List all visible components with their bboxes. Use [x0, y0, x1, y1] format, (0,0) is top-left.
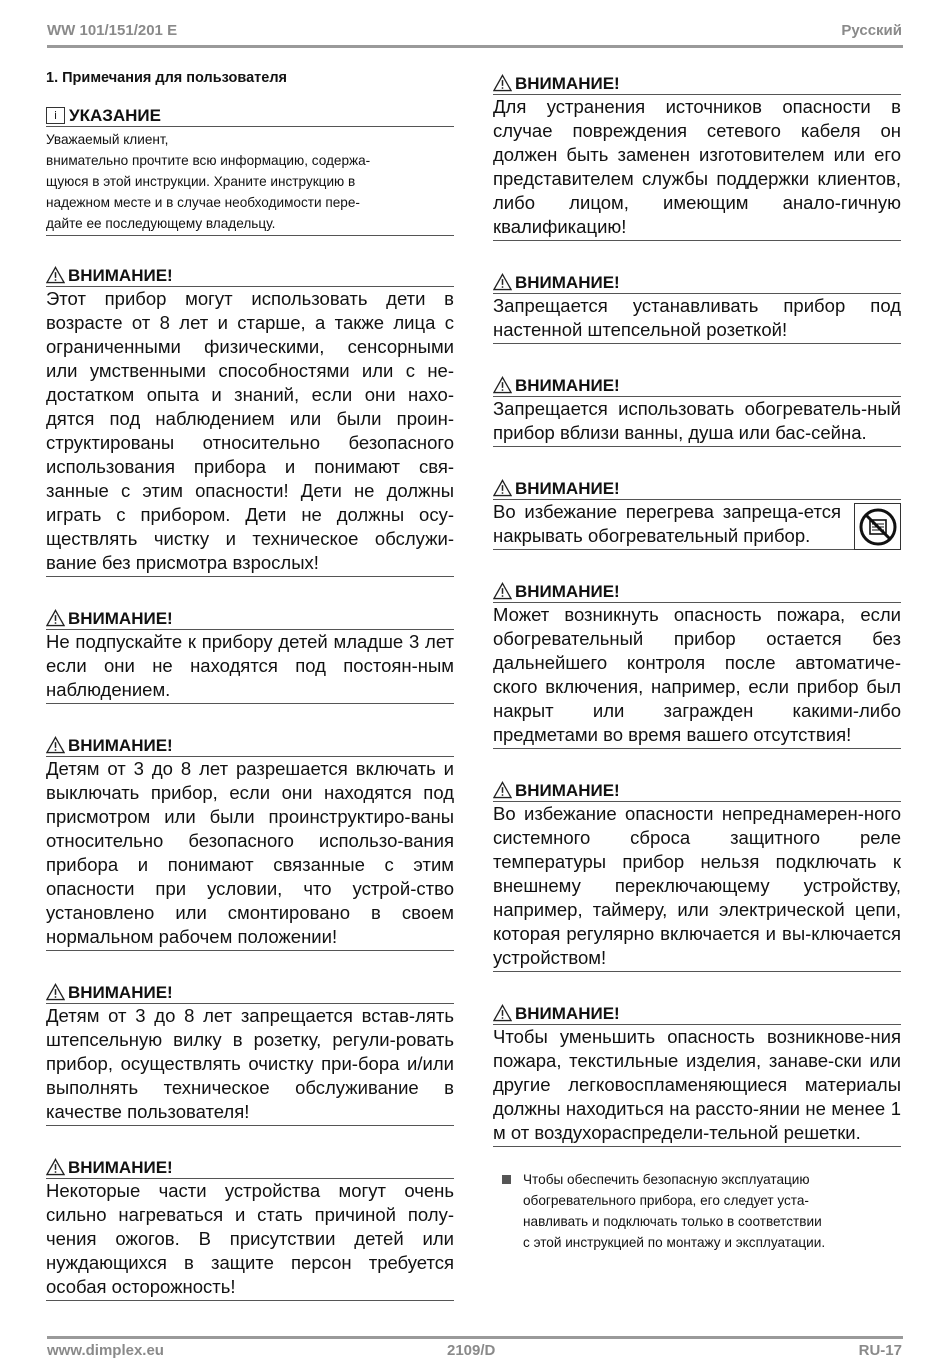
warning-triangle-icon: [493, 582, 512, 600]
bullet-line: обогревательного прибора, его следует уста-: [523, 1193, 809, 1208]
warning-text: Может возникнуть опасность пожара, если обогревательный прибор остается без дальнейшего контроля после автоматиче-ского включения, например, если прибор был накрыт или загражден какими-либо предметами во время вашего отсутствия!: [493, 603, 901, 749]
warning-text: Детям от 3 до 8 лет запрещается встав-лять штепсельную вилку в розетку, регули-ровать прибор, осуществлять очистку при-бора и/или выполнять техническое обслуживание в качестве пользователя!: [46, 1004, 454, 1126]
warning-block: [493, 269, 901, 344]
bullet-item: [493, 1169, 901, 1253]
warning-label: ВНИМАНИЕ!: [68, 266, 173, 285]
warning-header: [493, 1000, 901, 1025]
warning-header: [46, 605, 454, 630]
warning-block: [493, 475, 901, 550]
warning-header: [493, 578, 901, 603]
warning-block: [46, 732, 454, 951]
notice-label: УКАЗАНИЕ: [69, 106, 161, 125]
section-title: 1. Примечания для пользователя: [46, 70, 287, 86]
bullet-line: с этой инструкцией по монтажу и эксплуатации.: [523, 1235, 826, 1250]
warning-text: Детям от 3 до 8 лет разрешается включать и выключать прибор, если они находятся под присмотром или были проинструктиро-ваны относительно безопасного использо-вания прибора и понимают связанные с этим опасности при условии, что устрой-ство установлено или смонтировано в своем нормальном рабочем положении!: [46, 757, 454, 951]
warning-block: [46, 1154, 454, 1301]
warning-text: Не подпускайте к прибору детей младше 3 лет если они не находятся под постоян-ным наблюдением.: [46, 630, 454, 704]
footer-code: 2109/D: [447, 1342, 496, 1359]
notice-line: щуюся в этой инструкции. Храните инструкцию в: [46, 174, 356, 189]
warning-label: ВНИМАНИЕ!: [515, 376, 620, 395]
notice-line: внимательно прочтите всю информацию, содержа-: [46, 153, 371, 168]
left-column: [46, 70, 454, 1301]
warning-header: [46, 732, 454, 757]
warning-header: [493, 269, 901, 294]
warning-block: [46, 979, 454, 1126]
warning-triangle-icon: [493, 479, 512, 497]
warning-label: ВНИМАНИЕ!: [515, 74, 620, 93]
warning-triangle-icon: [46, 1158, 65, 1176]
document-title: WW 101/151/201 E: [47, 22, 178, 39]
warning-header: [493, 372, 901, 397]
warning-block: [493, 578, 901, 749]
warning-triangle-icon: [493, 376, 512, 394]
language-label: Русский: [841, 22, 902, 39]
header-divider: [47, 45, 903, 48]
warning-text: Некоторые части устройства могут очень сильно нагреваться и стать причиной полу-чения ожогов. В присутствии детей или нуждающихся в защите персон требуется особая осторожность!: [46, 1179, 454, 1301]
notice-line: надежном месте и в случае необходимости пере-: [46, 195, 360, 210]
warning-text: Во избежание опасности непреднамерен-ного системного сброса защитного реле температуры прибор нельзя подключать к внешнему переключающему устройству, например, таймеру, или электрической цепи, которая регулярно включается и вы-ключается устройством!: [493, 802, 901, 972]
notice-line: Уважаемый клиент,: [46, 132, 169, 147]
warning-text: Для устранения источников опасности в случае повреждения сетевого кабеля он должен быть заменен изготовителем или его представителем службы поддержки клиентов, либо лицом, имеющим анало-гичную квалификацию!: [493, 95, 901, 241]
warning-block: [493, 70, 901, 241]
warning-triangle-icon: [493, 1004, 512, 1022]
footer-website: www.dimplex.eu: [47, 1342, 164, 1359]
warning-triangle-icon: [46, 736, 65, 754]
warning-triangle-icon: [46, 266, 65, 284]
notice-line: дайте ее последующему владельцу.: [46, 216, 276, 231]
warning-text: Запрещается устанавливать прибор под настенной штепсельной розеткой!: [493, 294, 901, 344]
warning-header: [493, 777, 901, 802]
warning-text: Чтобы уменьшить опасность возникнове-ния пожара, текстильные изделия, занаве-ски или другие легковоспламеняющиеся материалы должны находиться на рассто-янии не менее 1 м от воздухораспредели-тельной решетки.: [493, 1025, 901, 1147]
warning-label: ВНИМАНИЕ!: [515, 781, 620, 800]
warning-label: ВНИМАНИЕ!: [515, 479, 620, 498]
warning-triangle-icon: [493, 74, 512, 92]
warning-label: ВНИМАНИЕ!: [515, 582, 620, 601]
warning-triangle-icon: [46, 609, 65, 627]
warning-text: Запрещается использовать обогреватель-ный прибор вблизи ванны, душа или бас-сейна.: [493, 397, 901, 447]
bullet-square-icon: [502, 1175, 511, 1184]
warning-label: ВНИМАНИЕ!: [68, 983, 173, 1002]
warning-block: [493, 777, 901, 972]
warning-text: Во избежание перегрева запреща-ется накрывать обогревательный прибор.: [493, 500, 901, 550]
warning-block: [493, 1000, 901, 1147]
warning-block: [493, 372, 901, 447]
warning-triangle-icon: [493, 273, 512, 291]
warning-label: ВНИМАНИЕ!: [68, 1158, 173, 1177]
warning-block: [46, 262, 454, 577]
warning-label: ВНИМАНИЕ!: [515, 273, 620, 292]
warning-header: [46, 979, 454, 1004]
warning-triangle-icon: [46, 983, 65, 1001]
notice-text: [46, 127, 454, 236]
footer-divider: [47, 1336, 903, 1339]
right-column: [493, 70, 901, 1253]
info-icon: i: [46, 107, 65, 124]
warning-header: [46, 262, 454, 287]
warning-header: [493, 475, 901, 500]
bullet-line: навливать и подключать только в соответствии: [523, 1214, 822, 1229]
warning-header: [493, 70, 901, 95]
warning-text: Этот прибор могут использовать дети в возрасте от 8 лет и старше, а также лица с ограниченными физическими, сенсорными или умственными способностями или с не-достатком опыта и знаний, если они нахо-дятся под наблюдением или были проин-структированы относительно безопасного использования прибора и понимают свя-занные с этим опасности! Дети не должны играть с прибором. Дети не должны осу-ществлять чистку и техническое обслужи-вание без присмотра взрослых!: [46, 287, 454, 577]
warning-label: ВНИМАНИЕ!: [68, 736, 173, 755]
warning-header: [46, 1154, 454, 1179]
notice-header: [46, 104, 454, 127]
notice-block: [46, 104, 454, 236]
page-number: RU-17: [858, 1342, 902, 1359]
do-not-cover-icon: [854, 503, 901, 550]
warning-label: ВНИМАНИЕ!: [68, 609, 173, 628]
bullet-line: Чтобы обеспечить безопасную эксплуатацию: [523, 1172, 810, 1187]
warning-triangle-icon: [493, 781, 512, 799]
warning-block: [46, 605, 454, 704]
warning-label: ВНИМАНИЕ!: [515, 1004, 620, 1023]
